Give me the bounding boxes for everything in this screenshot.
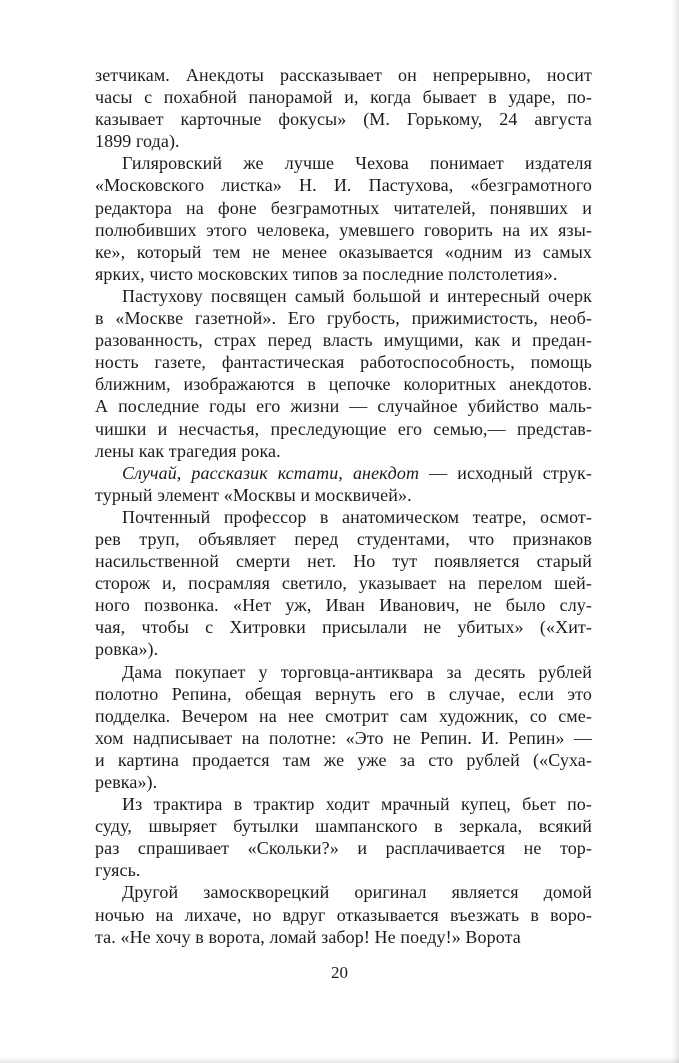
text-line: А последние годы его жизни — случайное убийство маль- bbox=[95, 396, 592, 417]
text-line: насильственной смерти нет. Но тут появляется старый bbox=[95, 551, 592, 572]
paragraph bbox=[95, 64, 592, 152]
text-line: и картина продается там же уже за сто рублей («Суха- bbox=[95, 749, 592, 770]
text-line bbox=[95, 462, 592, 484]
text-line: ярких, чисто московских типов за последние полстолетия». bbox=[95, 263, 558, 284]
text-line: гуясь. bbox=[95, 860, 141, 881]
text-line: чишки и несчастья, преследующие его семью,— представ- bbox=[95, 418, 592, 439]
text-line: сторож и, посрамляя светило, указывает на перелом шей- bbox=[95, 573, 592, 594]
scan-edge-right bbox=[672, 0, 679, 1063]
text-line: та. «Не хочу в ворота, ломай забор! Не поеду!» Ворота bbox=[95, 926, 521, 947]
text-line: ного позвонка. «Нет уж, Иван Иванович, не было слу- bbox=[95, 595, 592, 616]
text-line: ровка»). bbox=[95, 639, 159, 660]
text-line: «Московского листка» Н. И. Пастухова, «безграмотного bbox=[95, 175, 592, 196]
text-line: часы с похабной панорамой и, когда бывает в ударе, по- bbox=[95, 87, 592, 108]
text-line: лены как трагедия рока. bbox=[95, 440, 281, 461]
text-line: чая, чтобы с Хитровки присылали не убитых» («Хит- bbox=[95, 617, 592, 638]
regular-text: — исходный струк- bbox=[419, 462, 592, 483]
text-line: редактора на фоне безграмотных читателей, понявших и bbox=[95, 197, 592, 218]
text-line: полотно Репина, обещая вернуть его в случае, если это bbox=[95, 683, 592, 704]
text-line: хом надписывает на полотне: «Это не Репин. И. Репин» — bbox=[95, 727, 592, 748]
text-block bbox=[95, 64, 592, 948]
paragraph bbox=[95, 152, 592, 285]
paragraph bbox=[95, 661, 592, 794]
text-line: Дама покупает у торговца-антиквара за десять рублей bbox=[122, 661, 592, 682]
paragraph bbox=[95, 462, 592, 506]
scan-edge-bottom bbox=[0, 1057, 679, 1063]
paragraph bbox=[95, 793, 592, 881]
text-line: суду, швыряет бутылки шампанского в зеркала, всякий bbox=[95, 816, 592, 837]
text-line: полюбивших этого человека, умевшего говорить на их язы- bbox=[95, 219, 592, 240]
text-line: разованность, страх перед власть имущими, как и предан- bbox=[95, 330, 592, 351]
text-line: ближним, изображаются в цепочке колоритных анекдотов. bbox=[95, 374, 592, 395]
text-line: Другой замоскворецкий оригинал является домой bbox=[122, 882, 592, 903]
text-line: зетчикам. Анекдоты рассказывает он непрерывно, носит bbox=[95, 65, 592, 85]
text-line: рев труп, объявляет перед студентами, что признаков bbox=[95, 528, 592, 549]
text-line: в «Москве газетной». Его грубость, прижимистость, необ- bbox=[95, 308, 592, 329]
text-line: ность газете, фантастическая работоспособность, помощь bbox=[95, 352, 592, 373]
text-line: казывает карточные фокусы» (М. Горькому, 24 августа bbox=[95, 109, 592, 130]
paragraph bbox=[95, 881, 592, 947]
paragraph bbox=[95, 506, 592, 661]
text-line: подделка. Вечером на нее смотрит сам художник, со сме- bbox=[95, 705, 592, 726]
text-line: Почтенный профессор в анатомическом театре, осмот- bbox=[122, 506, 592, 527]
text-line: ревка»). bbox=[95, 772, 158, 792]
text-line: Из трактира в трактир ходит мрачный купец, бьет по- bbox=[122, 794, 592, 815]
paragraph bbox=[95, 285, 592, 462]
text-line: ночью на лихаче, но вдруг отказывается въезжать в воро- bbox=[95, 904, 592, 925]
text-line: ке», который тем не менее оказывается «одним из самых bbox=[95, 241, 592, 262]
text-line: Пастухову посвящен самый большой и интересный очерк bbox=[122, 285, 592, 306]
text-line: Гиляровский же лучше Чехова понимает издателя bbox=[122, 153, 592, 174]
page-number: 20 bbox=[331, 963, 348, 982]
text-line: 1899 года). bbox=[95, 131, 180, 152]
text-line: турный элемент «Москвы и москвичей». bbox=[95, 484, 412, 505]
italic-text: Случай, рассказик кстати, анекдот bbox=[122, 462, 420, 483]
text-line: раз спрашивает «Скольки?» и расплачивается не тор- bbox=[95, 838, 592, 859]
